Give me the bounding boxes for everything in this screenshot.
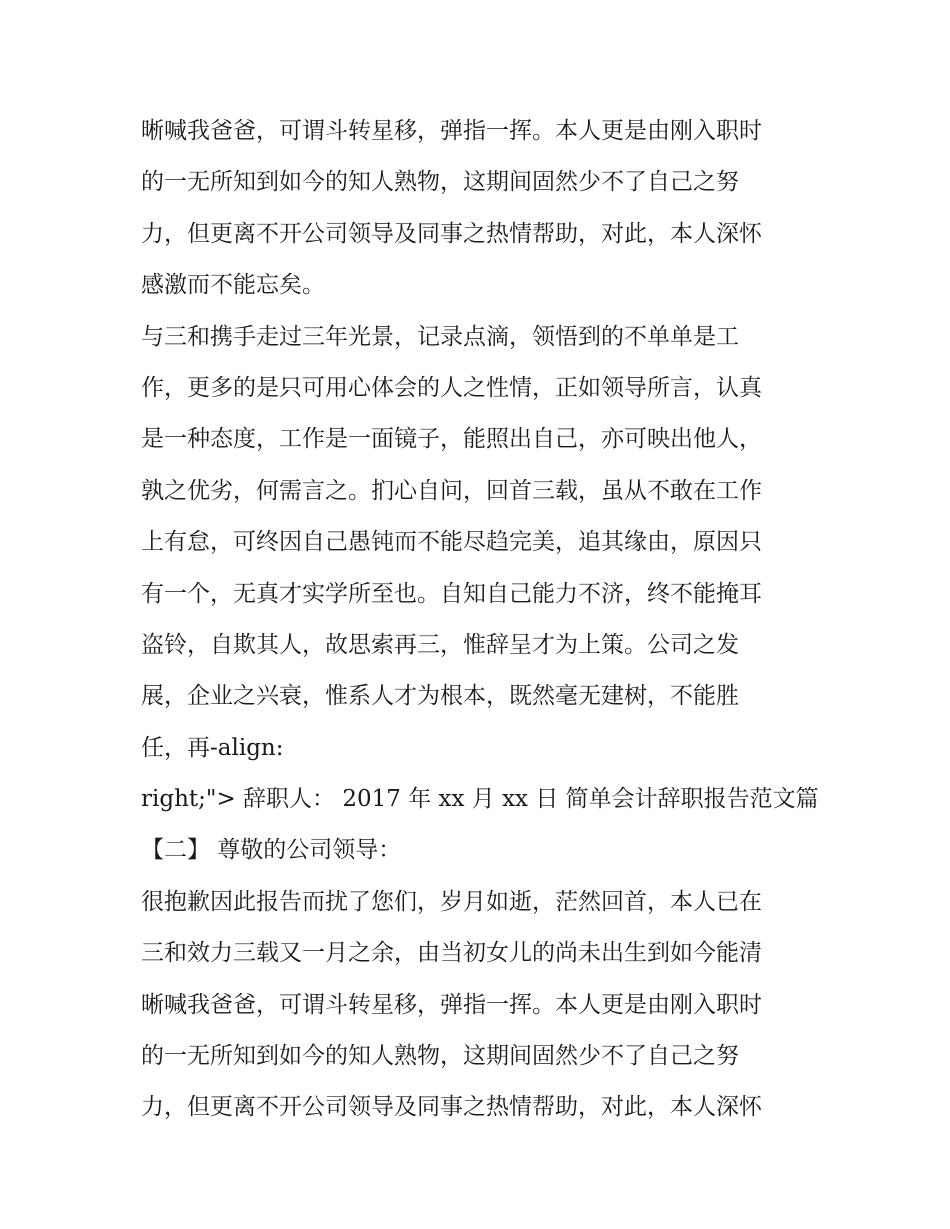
text-line: 展，企业之兴衰，惟系人才为根本，既然毫无建树，不能胜 xyxy=(141,683,739,710)
text-line: 晰喊我爸爸，可谓斗转星移，弹指一挥。本人更是由刚入职时 xyxy=(141,118,762,144)
text-line: right;"> 辞职人： 2017 年 xx 月 xx 日 简单会计辞职报告范文篇 xyxy=(141,786,819,813)
text-line: 【二】 尊敬的公司领导： xyxy=(141,837,402,864)
text-line: 晰喊我爸爸，可谓斗转星移，弹指一挥。本人更是由刚入职时 xyxy=(141,991,762,1018)
text-line: 三和效力三载又一月之余，由当初女儿的尚未出生到如今能清 xyxy=(141,940,762,967)
text-line: 感激而不能忘矣。 xyxy=(141,272,325,299)
text-line: 力，但更离不开公司领导及同事之热情帮助，对此，本人深怀 xyxy=(141,1094,762,1121)
text-line: 盗铃，自欺其人，故思索再三，惟辞呈才为上策。公司之发 xyxy=(141,631,739,658)
text-line: 是一种态度，工作是一面镜子，能照出自己，亦可映出他人， xyxy=(141,426,762,453)
text-line: 孰之优劣，何需言之。扪心自问，回首三载，虽从不敢在工作 xyxy=(141,477,762,504)
text-line: 上有怠，可终因自己愚钝而不能尽趋完美，追其缘由，原因只 xyxy=(141,529,762,556)
text-line: 力，但更离不开公司领导及同事之热情帮助，对此，本人深怀 xyxy=(141,220,762,247)
document-body xyxy=(141,106,821,1134)
text-line: 的一无所知到如今的知人熟物，这期间固然少不了自己之努 xyxy=(141,169,739,196)
text-line: 有一个，无真才实学所至也。自知自己能力不济，终不能掩耳 xyxy=(141,580,762,607)
text-line: 任，再-align: xyxy=(141,734,284,761)
text-line: 很抱歉因此报告而扰了您们，岁月如逝，茫然回首，本人已在 xyxy=(141,888,762,915)
text-line: 与三和携手走过三年光景，记录点滴，领悟到的不单单是工 xyxy=(141,323,739,350)
text-line: 作，更多的是只可用心体会的人之性情，正如领导所言，认真 xyxy=(141,374,762,401)
text-line: 的一无所知到如今的知人熟物，这期间固然少不了自己之努 xyxy=(141,1043,739,1070)
